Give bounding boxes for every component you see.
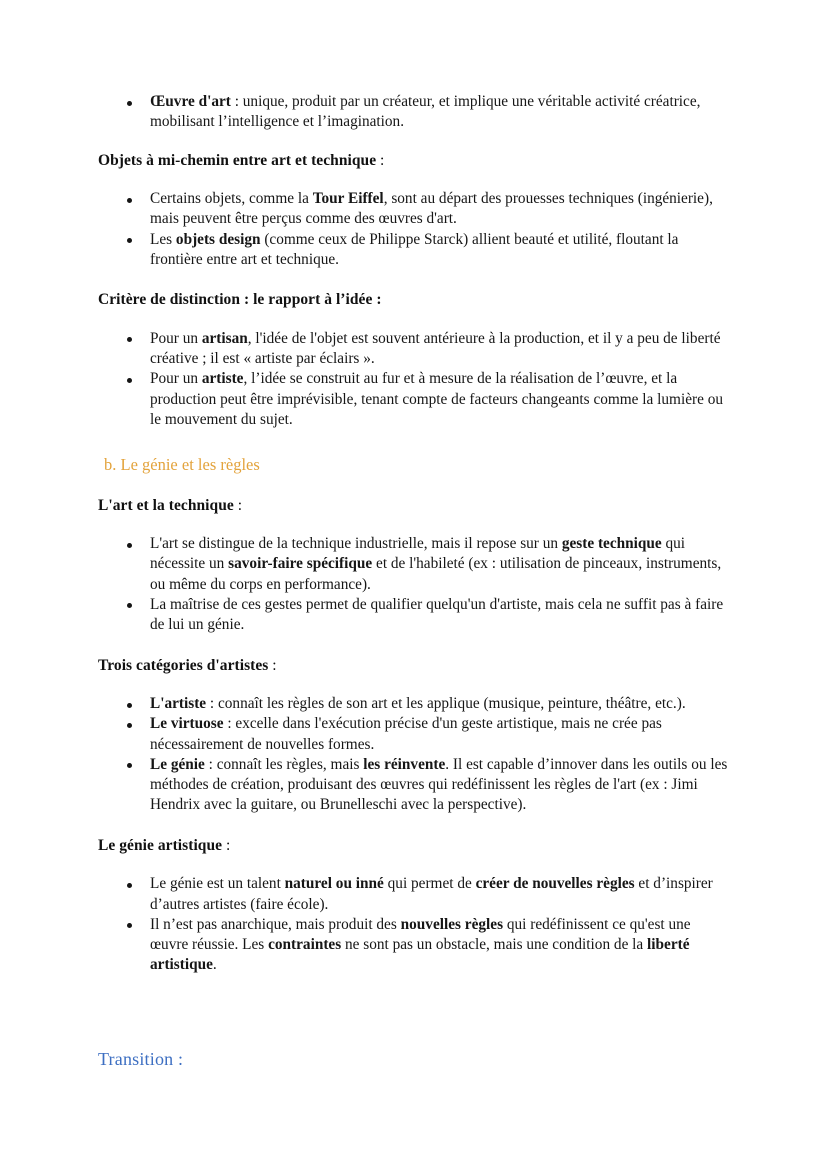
heading-text: L'art et la technique [98, 496, 234, 514]
bullet-term-oeuvre-dart: Œuvre d'art [150, 93, 231, 110]
list-item [98, 595, 730, 636]
bullet-text-mid: qui nécessite un [150, 535, 686, 573]
bullet-term-contraintes: contraintes [268, 936, 342, 954]
list-item [98, 230, 730, 271]
bullet-text-pre: Pour un [150, 329, 202, 347]
list-item [98, 755, 730, 816]
bullet-term-objets-design: objets design [175, 230, 261, 248]
heading-text: Trois catégories d'artistes [98, 656, 269, 674]
bullet-list-art-technique [98, 534, 730, 635]
bullet-text-pre: Pour un [150, 370, 202, 388]
bullet-text-post: , l’idée se construit au fur et à mesure de la réalisation de l’œuvre, et la production peut être imprévisible, tenant compte de facteurs changeants comme la lumière ou le mouvement du sujet. [150, 370, 723, 428]
bullet-text-mid: : connaît les règles, mais [204, 755, 364, 773]
heading-genie-artistique [98, 836, 730, 856]
heading-text: Le génie artistique [98, 836, 223, 854]
heading-colon: : [268, 656, 277, 674]
heading-colon: : [233, 496, 243, 514]
bullet-term-creer-nouvelles-regles: créer de nouvelles règles [475, 875, 635, 893]
bullet-term-artiste: artiste [201, 370, 244, 388]
heading-colon: : [222, 836, 231, 854]
bullet-list-objets [98, 189, 730, 270]
list-item [98, 534, 730, 595]
list-item [98, 92, 730, 133]
bullet-text-post: . Il est capable d’innover dans les outils ou les méthodes de création, produisant des œuvres qui redéfinissent les règles de l'art (ex : Jimi Hendrix avec la guitare, ou Brunelleschi avec la perspective). [150, 755, 728, 814]
bullet-text-post: : excelle dans l'exécution précise d'un geste artistique, mais ne crée pas nécessairement de nouvelles formes. [150, 715, 662, 753]
bullet-text-pre: Le génie est un talent [150, 875, 285, 893]
heading-art-et-technique [98, 496, 730, 516]
heading-objets-mi-chemin [98, 151, 730, 171]
bullet-list-oeuvre [98, 92, 730, 133]
list-item [98, 874, 730, 915]
list-item [98, 369, 730, 430]
list-item [98, 694, 730, 714]
heading-colon: : [376, 151, 385, 169]
bullet-text-pre: Les [150, 230, 176, 248]
bullet-text-post: , sont au départ des prouesses techniques (ingénierie), mais peuvent être perçus comme des œuvres d'art. [150, 190, 713, 228]
bullet-text-pre: Certains objets, comme la [150, 190, 313, 208]
bullet-term-le-genie: Le génie [150, 755, 205, 773]
bullet-text-post: et d’inspirer d’autres artistes (faire école). [150, 875, 713, 913]
heading-critere-distinction [98, 290, 730, 310]
list-item [98, 915, 730, 976]
bullet-term-artisan: artisan [201, 329, 248, 347]
heading-trois-categories [98, 656, 730, 676]
heading-text: Objets à mi-chemin entre art et technique [98, 151, 377, 169]
heading-transition: Transition : [98, 1048, 184, 1069]
bullet-term-tour-eiffel: Tour Eiffel [312, 190, 384, 208]
bullet-term-le-virtuose: Le virtuose [150, 715, 224, 733]
list-item [98, 714, 730, 755]
bullet-term-naturel-ou-inne: naturel ou inné [284, 875, 384, 893]
heading-text: Critère de distinction : le rapport à l’idée : [98, 291, 382, 309]
bullet-term-les-reinvente: les réinvente [363, 755, 446, 773]
bullet-text-mid: qui redéfinissent ce qu'est une œuvre réussie. Les [150, 915, 691, 954]
bullet-text-post: (comme ceux de Philippe Starck) allient beauté et utilité, floutant la frontière entre art et technique. [150, 230, 679, 268]
subheading-b-genie-regles: b. Le génie et les règles [104, 455, 260, 475]
bullet-text-pre: Il n’est pas anarchique, mais produit des [150, 915, 401, 933]
bullet-text-pre: L'art se distingue de la technique industrielle, mais il repose sur un [150, 535, 562, 553]
bullet-term-geste-technique: geste technique [561, 535, 662, 553]
bullet-term-savoir-faire: savoir-faire spécifique [228, 555, 373, 573]
bullet-list-trois-categories [98, 694, 730, 816]
bullet-term-liberte-artistique: liberté artistique [150, 936, 690, 974]
bullet-text-oeuvre-dart: : unique, produit par un créateur, et implique une véritable activité créatrice, mobilisant l’intelligence et l’imagination. [150, 93, 701, 131]
bullet-term-lartiste: L'artiste [150, 695, 207, 712]
list-item [98, 329, 730, 370]
document-content [98, 92, 730, 1071]
bullet-text-post: , l'idée de l'objet est souvent antérieure à la production, et il y a peu de liberté créative ; il est « artiste par éclairs ». [150, 329, 721, 367]
bullet-text-maitrise: La maîtrise de ces gestes permet de qualifier quelqu'un d'artiste, mais cela ne suffit pas à faire de lui un génie. [150, 595, 724, 634]
bullet-text-mid-2: ne sont pas un obstacle, mais une condition de la [341, 936, 648, 954]
bullet-list-genie-artistique [98, 874, 730, 975]
bullet-term-nouvelles-regles: nouvelles règles [400, 915, 504, 933]
list-item [98, 189, 730, 230]
bullet-text-post: . [212, 956, 217, 974]
bullet-text-mid: qui permet de [383, 875, 476, 893]
bullet-text-post: : connaît les règles de son art et les applique (musique, peinture, théâtre, etc.). [206, 695, 686, 712]
bullet-text-post: et de l'habileté (ex : utilisation de pinceaux, instruments, ou même du corps en performance). [150, 555, 722, 593]
bullet-list-artisan-artiste [98, 329, 730, 430]
